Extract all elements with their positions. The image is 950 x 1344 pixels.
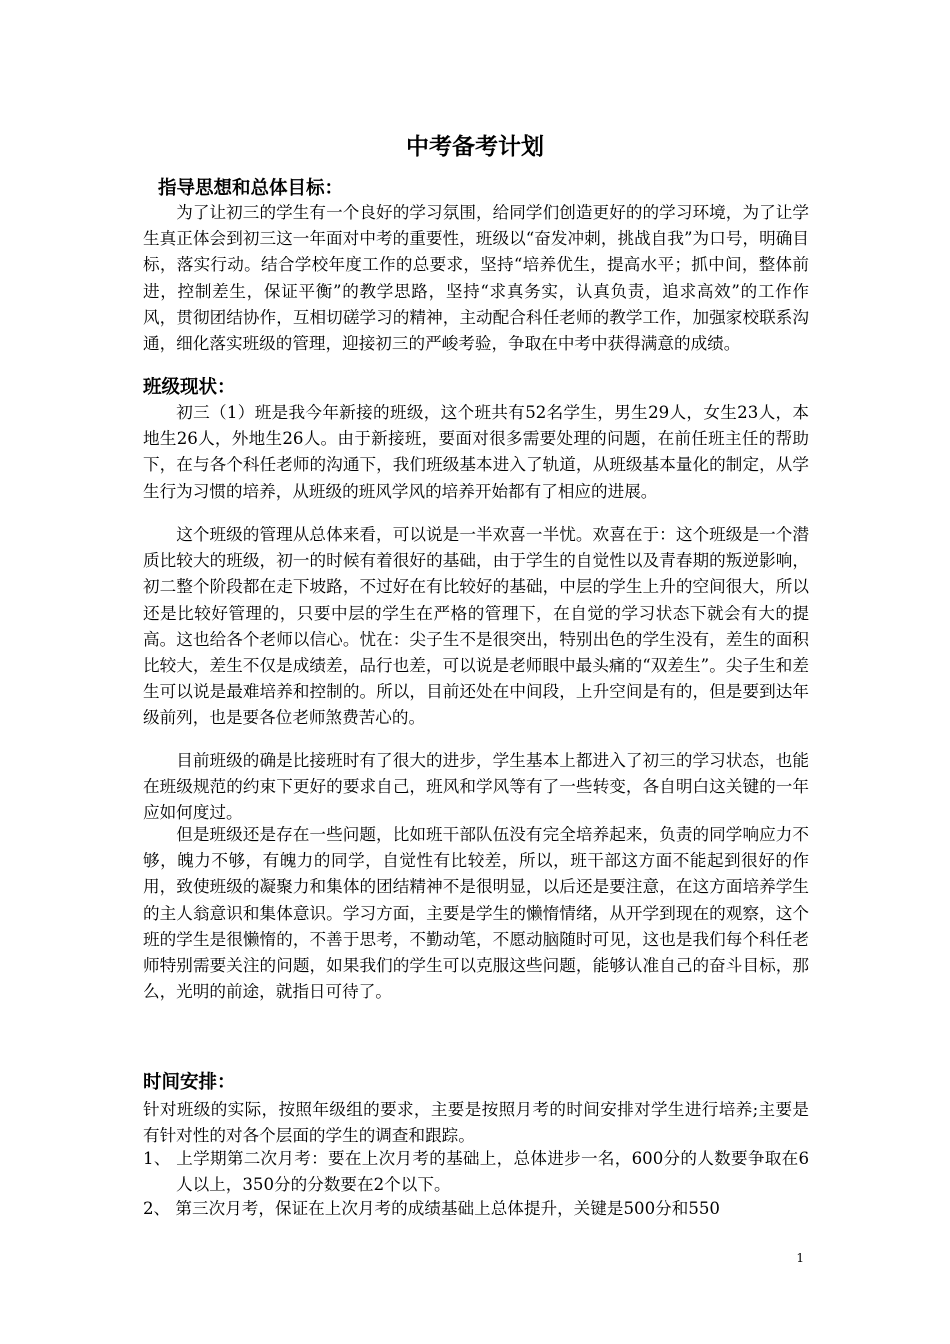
list-item: 1、 上学期第二次月考：要在上次月考的基础上，总体进步一名，600分的人数要争取在6人以上，350分的分数要在2个以下。 [143,1149,809,1195]
paragraph-schedule-intro: 针对班级的实际，按照年级组的要求，主要是按照月考的时间安排对学生进行培养;主要是有针对性的对各个层面的学生的调查和跟踪。 [143,1100,809,1146]
paragraph-status-4: 但是班级还是存在一些问题，比如班干部队伍没有完全培养起来，负责的同学响应力不够，魄力不够，有魄力的同学，自觉性有比较差，所以，班干部这方面不能起到很好的作用，致使班级的凝聚力和集体的团结精神不是很明显，以后还是要注意，在这方面培养学生的主人翁意识和集体意识。学习方面，主要是学生的懒惰情绪，从开学到现在的观察，这个班的学生是很懒惰的，不善于思考，不勤动笔，不愿动脑随时可见，这也是我们每个科任老师特别需要关注的问题，如果我们的学生可以克服这些问题，能够认准自己的奋斗目标，那么，光明的前途，就指日可待了。 [143,825,809,1002]
paragraph-status-3: 目前班级的确是比接班时有了很大的进步，学生基本上都进入了初三的学习状态，也能在班级规范的约束下更好的要求自己，班风和学风等有了一些转变，各自明白这关键的一年应如何度过。 [143,751,809,823]
paragraph-status-2: 这个班级的管理从总体来看，可以说是一半欢喜一半忧。欢喜在于：这个班级是一个潜质比较大的班级，初一的时候有着很好的基础，由于学生的自觉性以及青春期的叛逆影响，初二整个阶段都在走下坡路，不过好在有比较好的基础，中层的学生上升的空间很大，所以还是比较好管理的，只要中层的学生在严格的管理下，在自觉的学习状态下就会有大的提高。这也给各个老师以信心。忧在：尖子生不是很突出，特别出色的学生没有，差生的面积比较大，差生不仅是成绩差，品行也差，可以说是老师眼中最头痛的“双差生”。尖子生和差生可以说是最难培养和控制的。所以，目前还处在中间段，上升空间是有的，但是要到达年级前列，也是要各位老师煞费苦心的。 [143,525,809,728]
page-title: 中考备考计划 [406,134,544,160]
section-heading-status: 班级现状： [143,377,236,398]
paragraph-status-1: 初三（1）班是我今年新接的班级，这个班共有52名学生，男生29人，女生23人，本地生26人，外地生26人。由于新接班，要面对很多需要处理的问题，在前任班主任的帮助下，在与各个科任老师的沟通下，我们班级基本进入了轨道，从班级基本量化的制定，从学生行为习惯的培养，从班级的班风学风的培养开始都有了相应的进展。 [143,403,809,501]
section-heading-guiding: 指导思想和总体目标： [158,178,344,199]
section-heading-schedule: 时间安排： [143,1072,236,1093]
paragraph-guiding: 为了让初三的学生有一个良好的学习氛围，给同学们创造更好的的学习环境，为了让学生真正体会到初三这一年面对中考的重要性，班级以“奋发冲刺，挑战自我”为口号，明确目标，落实行动。结合学校年度工作的总要求，坚持“培养优生，提高水平；抓中间，整体前进，控制差生，保证平衡”的教学思路，坚持“求真务实，认真负责，追求高效”的工作作风，贯彻团结协作，互相切磋学习的精神，主动配合科任老师的教学工作，加强家校联系沟通，细化落实班级的管理，迎接初三的严峻考验，争取在中考中获得满意的成绩。 [143,203,809,354]
list-item: 2、 第三次月考，保证在上次月考的成绩基础上总体提升，关键是500分和550 [143,1199,720,1218]
page-number: 1 [796,1251,804,1265]
